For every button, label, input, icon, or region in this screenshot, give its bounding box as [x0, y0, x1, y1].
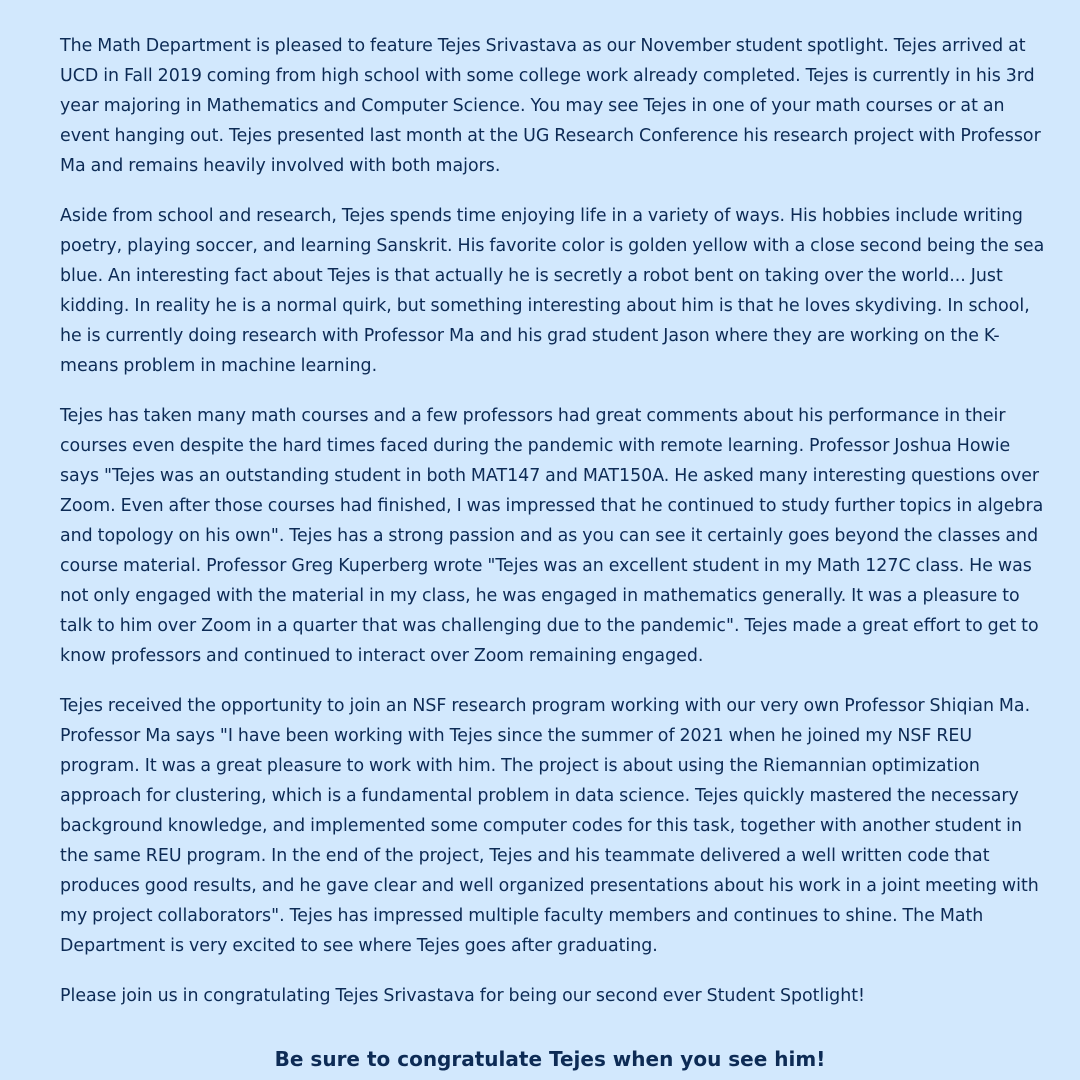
paragraph-research-program: Tejes received the opportunity to join an NSF research program working with our very own Professor Shiqian Ma. Professor Ma says "I have been working with Tejes since the summer of 2021 when he joined my NSF REU program. It was a great pleasure to work with him. The project is about using the Riemannian optimization approach for clustering, which is a fundamental problem in data science. Tejes quickly mastered the necessary background knowledge, and implemented some computer codes for this task, together with another student in the same REU program. In the end of the project, Tejes and his teammate delivered a well written code that produces good results, and he gave clear and well organized presentations about his work in a joint meeting with my project collaborators". Tejes has impressed multiple faculty members and continues to shine. The Math Department is very excited to see where Tejes goes after graduating.: [60, 696, 1039, 956]
paragraph-professor-comments: Tejes has taken many math courses and a few professors had great comments about his performance in their courses even despite the hard times faced during the pandemic with remote learning. Professor Joshua Howie says "Tejes was an outstanding student in both MAT147 and MAT150A. He asked many interesting questions over Zoom. Even after those courses had finished, I was impressed that he continued to study further topics in algebra and topology on his own". Tejes has a strong passion and as you can see it certainly goes beyond the classes and course material. Professor Greg Kuperberg wrote "Tejes was an excellent student in my Math 127C class. He was not only engaged with the material in my class, he was engaged in mathematics generally. It was a pleasure to talk to him over Zoom in a quarter that was challenging due to the pandemic". Tejes made a great effort to get to know professors and continued to interact over Zoom remaining engaged.: [60, 406, 1044, 666]
paragraph-intro: The Math Department is pleased to feature Tejes Srivastava as our November student spotlight. Tejes arrived at UCD in Fall 2019 coming from high school with some college work already completed. Tejes is currently in his 3rd year majoring in Mathematics and Computer Science. You may see Tejes in one of your math courses or at an event hanging out. Tejes presented last month at the UG Research Conference his research project with Professor Ma and remains heavily involved with both majors.: [60, 36, 1041, 176]
article-body: [60, 31, 1045, 1031]
paragraph-hobbies: Aside from school and research, Tejes spends time enjoying life in a variety of ways. His hobbies include writing poetry, playing soccer, and learning Sanskrit. His favorite color is golden yellow with a close second being the sea blue. An interesting fact about Tejes is that actually he is secretly a robot bent on taking over the world... Just kidding. In reality he is a normal quirk, but something interesting about him is that he loves skydiving. In school, he is currently doing research with Professor Ma and his grad student Jason where they are working on the K-means problem in machine learning.: [60, 206, 1045, 376]
closing-headline: Be sure to congratulate Tejes when you see him!: [274, 1047, 826, 1071]
paragraph-congratulations: Please join us in congratulating Tejes Srivastava for being our second ever Student Spotlight!: [60, 986, 866, 1006]
